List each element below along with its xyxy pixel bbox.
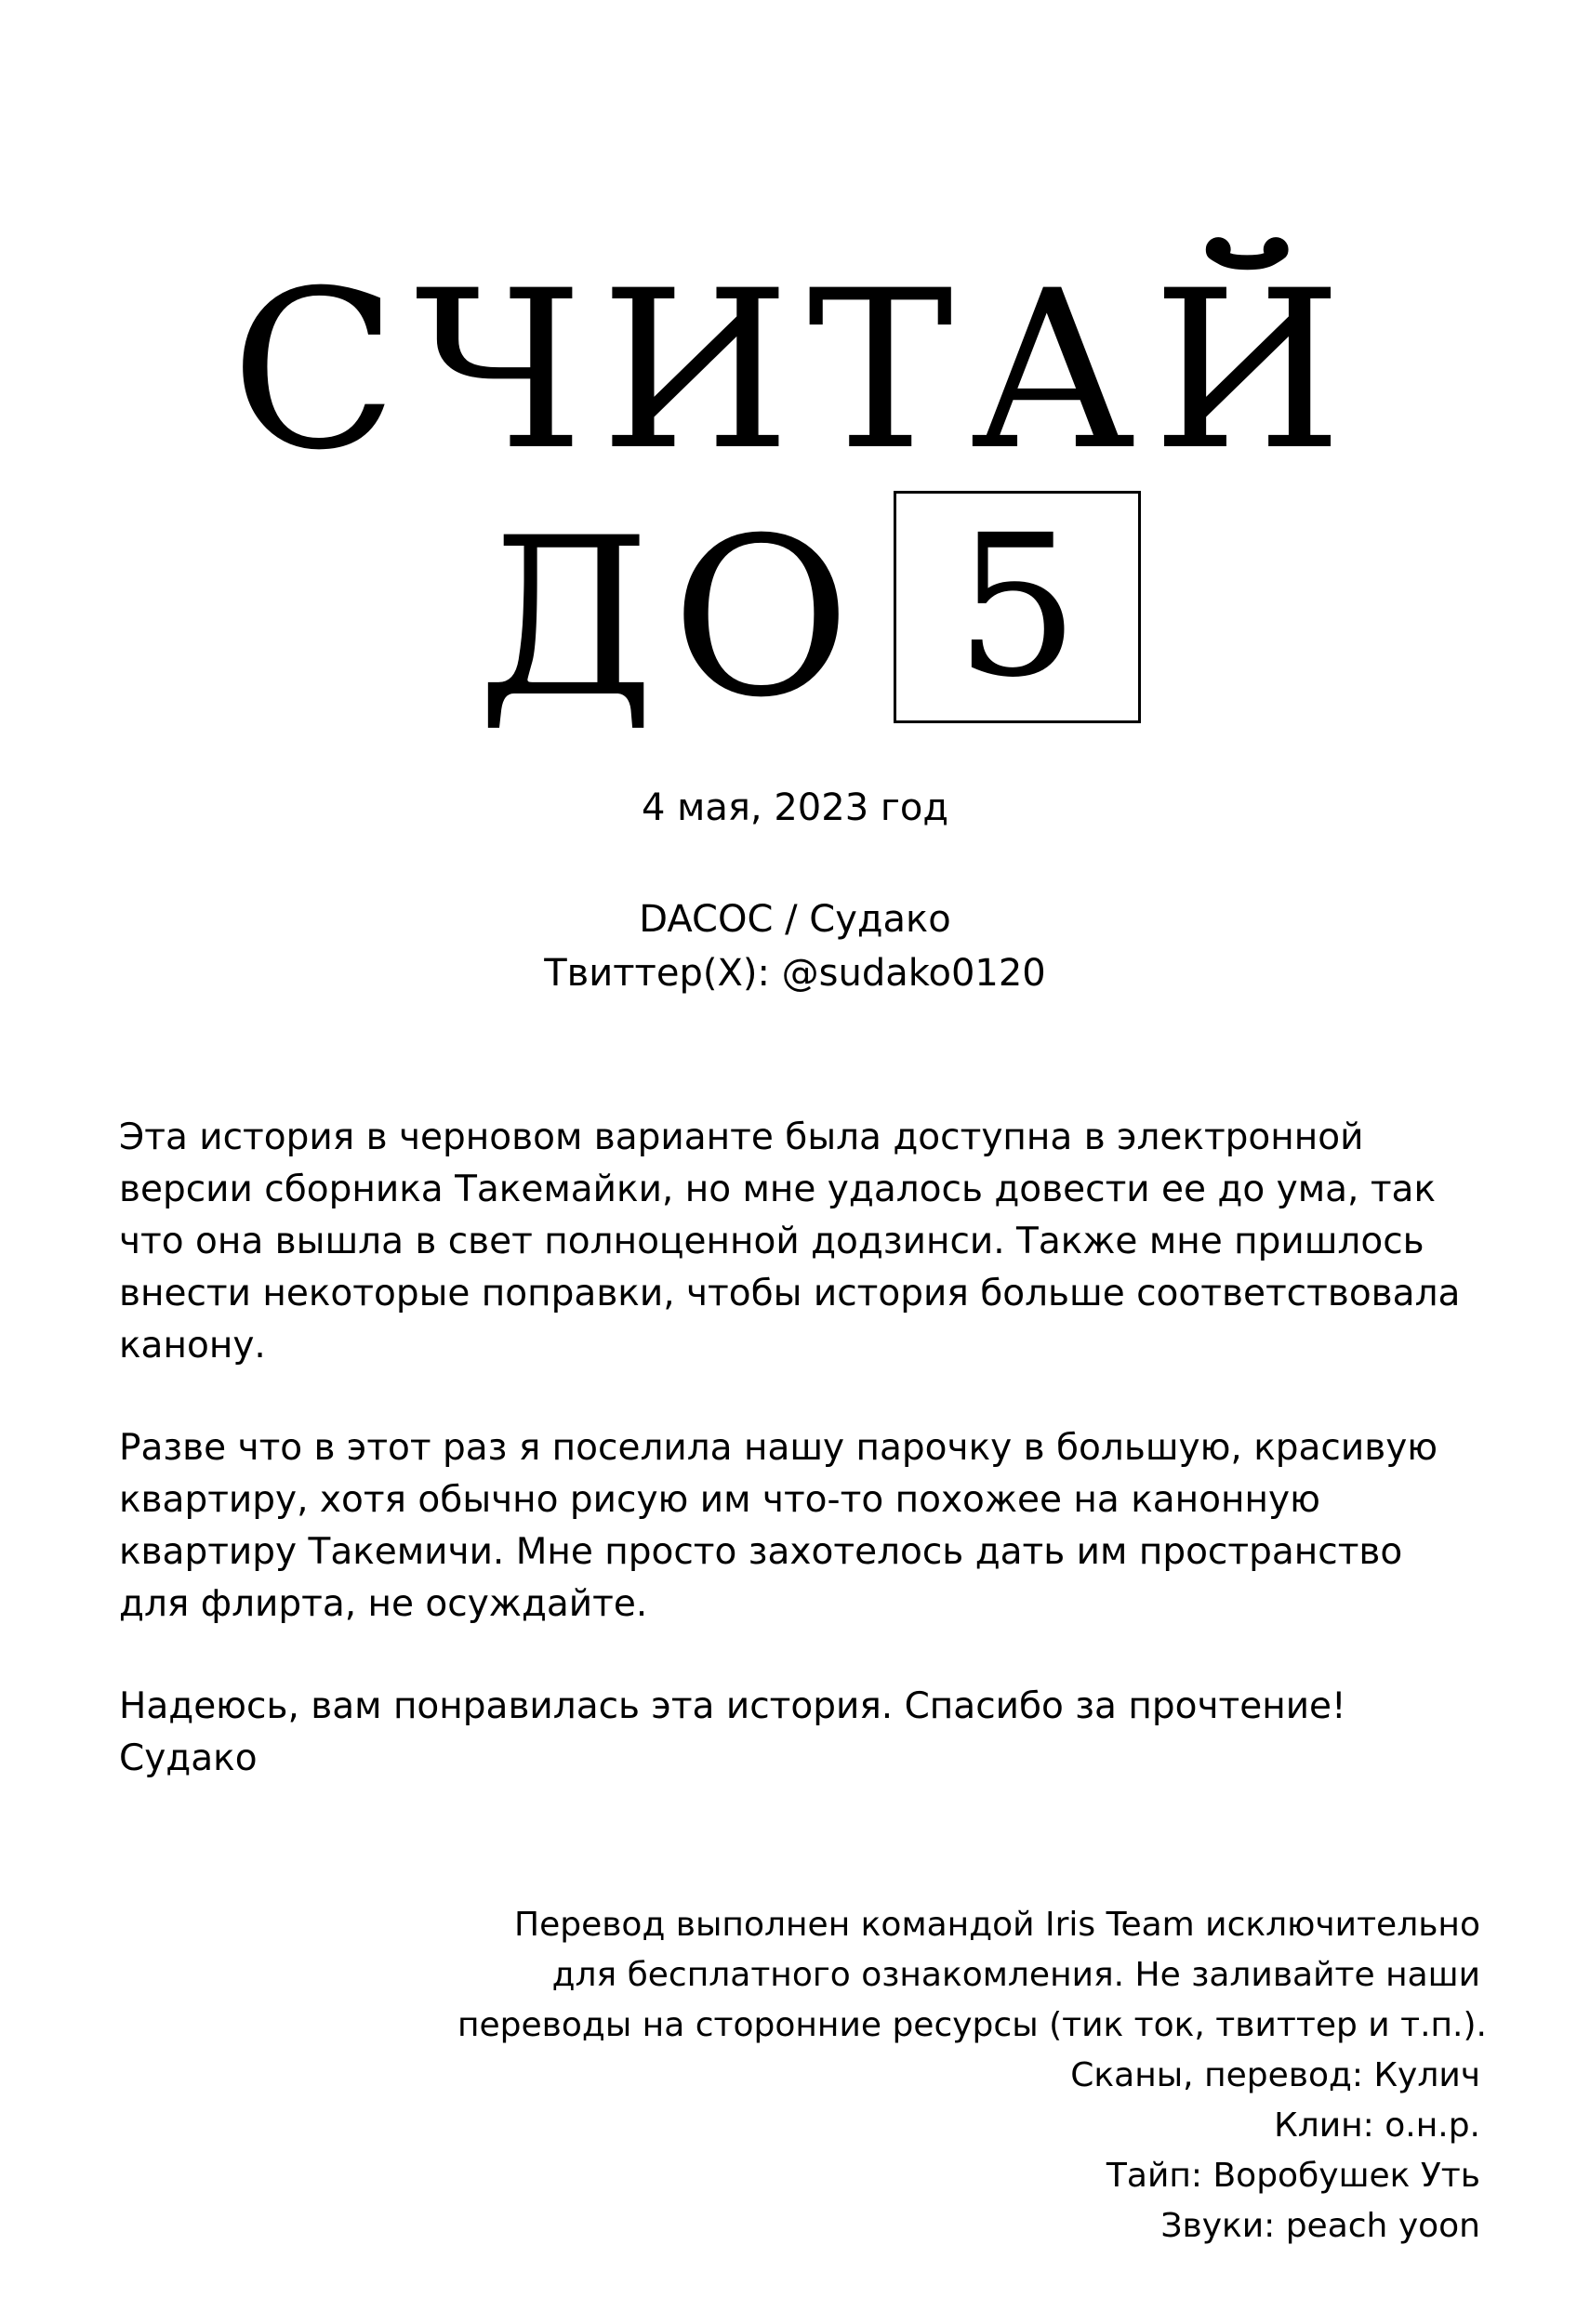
paragraph-text: Разве что в этот раз я поселила нашу парочку в большую, красивую квартиру, хотя обычно рисую им что-то похожее на канонную квартиру Такемичи. Мне просто захотелось дать им пространство для флирта, не осуждайте. [119, 1427, 1438, 1625]
translation-credits [457, 1900, 1487, 2251]
title-line-2 [0, 491, 1590, 746]
credits-sounds: Звуки: peach yoon [1160, 2207, 1480, 2245]
title-number-box [894, 491, 1141, 723]
author-twitter: Твиттер(X): @sudako0120 [544, 952, 1046, 995]
credits-line-1: Перевод выполнен командой Iris Team исключительно [514, 1906, 1480, 1944]
credits-line-3: переводы на сторонние ресурсы (тик ток, твиттер и т.п.). [457, 2006, 1487, 2044]
credits-clean: Клин: о.н.р. [1274, 2106, 1480, 2145]
afterword-paragraph-1 [119, 1112, 1477, 1372]
publication-date: 4 мая, 2023 год [642, 786, 948, 829]
title-number: 5 [955, 493, 1080, 720]
author-name: DACOC / Судако [639, 898, 951, 941]
author-block [0, 892, 1590, 1000]
thanks-line: Надеюсь, вам понравилась эта история. Спасибо за прочтение! [119, 1685, 1346, 1727]
signature-line: Судако [119, 1737, 258, 1779]
title-line-2-text: ДО [477, 491, 868, 746]
credits-scans-translation: Сканы, перевод: Кулич [1070, 2056, 1480, 2094]
afterword-paragraph-3 [119, 1681, 1477, 1785]
paragraph-text: Эта история в черновом варианте была доступна в электронной версии сборника Такемайки, но мне удалось довести ее до ума, так что она вышла в свет полноценной додзинси. Также мне пришлось внести некоторые поправки, чтобы история больше соответствовала канону. [119, 1116, 1461, 1367]
credits-typeset: Тайп: Воробушек Уть [1106, 2157, 1480, 2195]
afterword-paragraph-2 [119, 1422, 1477, 1631]
credits-line-2: для бесплатного ознакомления. Не заливайте наши [551, 1956, 1480, 1994]
title-line-1: СЧИТАЙ [230, 244, 1360, 498]
